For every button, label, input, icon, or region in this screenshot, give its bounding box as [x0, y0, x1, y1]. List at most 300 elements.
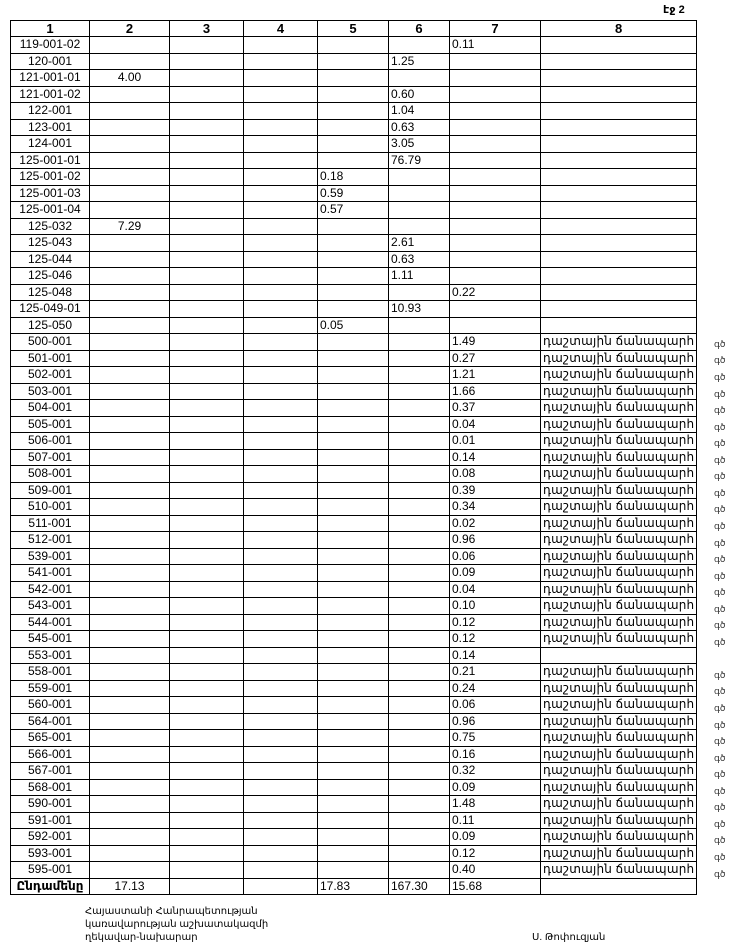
cell-col-1: 121-001-02 — [11, 86, 90, 103]
cell-col-7: 0.27 — [450, 350, 541, 367]
cell-col-6 — [389, 367, 450, 384]
side-mark: գծ — [714, 802, 726, 813]
table-row — [11, 433, 697, 450]
cell-col-1: 504-001 — [11, 400, 90, 417]
cell-col-7: 0.96 — [450, 532, 541, 549]
cell-col-1: 121-001-01 — [11, 70, 90, 87]
cell-col-8 — [541, 70, 697, 87]
cell-col-1: 506-001 — [11, 433, 90, 450]
cell-col-5 — [318, 466, 389, 483]
cell-col-4 — [244, 86, 318, 103]
cell-col-1: 545-001 — [11, 631, 90, 648]
cell-col-6 — [389, 614, 450, 631]
cell-col-2 — [90, 548, 170, 565]
cell-col-7: 1.48 — [450, 796, 541, 813]
side-mark: գծ — [714, 752, 726, 763]
cell-col-7: 0.09 — [450, 829, 541, 846]
cell-col-7 — [450, 70, 541, 87]
cell-col-3 — [170, 614, 244, 631]
cell-col-3 — [170, 532, 244, 549]
cell-col-1: 119-001-02 — [11, 37, 90, 54]
cell-col-2 — [90, 185, 170, 202]
cell-col-5 — [318, 449, 389, 466]
cell-col-5 — [318, 70, 389, 87]
cell-col-8 — [541, 235, 697, 252]
cell-col-4 — [244, 119, 318, 136]
cell-col-4 — [244, 218, 318, 235]
cell-col-2 — [90, 565, 170, 582]
cell-col-1: 511-001 — [11, 515, 90, 532]
cell-col-4 — [244, 350, 318, 367]
cell-col-3 — [170, 482, 244, 499]
cell-col-8: դաշտային ճանապարհ — [541, 548, 697, 565]
cell-col-1: 125-001-03 — [11, 185, 90, 202]
cell-col-7 — [450, 218, 541, 235]
cell-col-7: 0.40 — [450, 862, 541, 879]
cell-col-1: 505-001 — [11, 416, 90, 433]
cell-col-1: 125-048 — [11, 284, 90, 301]
column-header-5: 5 — [318, 21, 389, 37]
cell-col-6 — [389, 862, 450, 879]
cell-col-6 — [389, 449, 450, 466]
column-header-3: 3 — [170, 21, 244, 37]
cell-col-4 — [244, 581, 318, 598]
cell-col-8 — [541, 251, 697, 268]
cell-col-7 — [450, 235, 541, 252]
cell-col-1: 591-001 — [11, 812, 90, 829]
cell-col-7: 0.12 — [450, 845, 541, 862]
table-row — [11, 37, 697, 54]
cell-col-3 — [170, 202, 244, 219]
side-mark: գծ — [714, 603, 726, 614]
table-row — [11, 730, 697, 747]
cell-col-8: դաշտային ճանապարհ — [541, 730, 697, 747]
cell-col-8: դաշտային ճանապարհ — [541, 680, 697, 697]
cell-col-6 — [389, 202, 450, 219]
cell-col-3 — [170, 829, 244, 846]
table-row — [11, 317, 697, 334]
cell-col-7: 0.12 — [450, 631, 541, 648]
cell-col-6 — [389, 515, 450, 532]
cell-col-6 — [389, 730, 450, 747]
total-col-7: 15.68 — [450, 878, 541, 895]
table-row — [11, 235, 697, 252]
column-header-8: 8 — [541, 21, 697, 37]
cell-col-8 — [541, 119, 697, 136]
cell-col-1: 507-001 — [11, 449, 90, 466]
cell-col-2 — [90, 350, 170, 367]
cell-col-6 — [389, 796, 450, 813]
side-mark: գծ — [714, 504, 726, 515]
cell-col-2 — [90, 680, 170, 697]
cell-col-6 — [389, 466, 450, 483]
cell-col-5 — [318, 136, 389, 153]
footer-organization — [85, 905, 268, 944]
cell-col-8: դաշտային ճանապարհ — [541, 565, 697, 582]
side-mark: գծ — [714, 686, 726, 697]
cell-col-7 — [450, 152, 541, 169]
cell-col-5 — [318, 713, 389, 730]
table-row — [11, 218, 697, 235]
cell-col-4 — [244, 796, 318, 813]
cell-col-3 — [170, 70, 244, 87]
cell-col-8 — [541, 53, 697, 70]
cell-col-7 — [450, 119, 541, 136]
table-row — [11, 202, 697, 219]
cell-col-5 — [318, 845, 389, 862]
cell-col-1: 542-001 — [11, 581, 90, 598]
cell-col-1: 125-044 — [11, 251, 90, 268]
cell-col-8: դաշտային ճանապարհ — [541, 367, 697, 384]
cell-col-6: 1.04 — [389, 103, 450, 120]
side-mark: գծ — [714, 851, 726, 862]
cell-col-5 — [318, 631, 389, 648]
cell-col-3 — [170, 730, 244, 747]
cell-col-6 — [389, 317, 450, 334]
cell-col-4 — [244, 664, 318, 681]
cell-col-8 — [541, 86, 697, 103]
cell-col-6 — [389, 845, 450, 862]
cell-col-7 — [450, 202, 541, 219]
cell-col-1: 122-001 — [11, 103, 90, 120]
cell-col-7 — [450, 136, 541, 153]
cell-col-1: 564-001 — [11, 713, 90, 730]
table-row — [11, 53, 697, 70]
cell-col-1: 503-001 — [11, 383, 90, 400]
cell-col-1: 553-001 — [11, 647, 90, 664]
cell-col-6 — [389, 70, 450, 87]
cell-col-4 — [244, 449, 318, 466]
side-mark: գծ — [714, 785, 726, 796]
cell-col-5 — [318, 532, 389, 549]
cell-col-3 — [170, 119, 244, 136]
cell-col-7 — [450, 317, 541, 334]
cell-col-2 — [90, 251, 170, 268]
table-row — [11, 70, 697, 87]
cell-col-1: 125-001-01 — [11, 152, 90, 169]
cell-col-5 — [318, 268, 389, 285]
cell-col-7: 1.21 — [450, 367, 541, 384]
cell-col-7: 0.75 — [450, 730, 541, 747]
side-mark: գծ — [714, 372, 726, 382]
cell-col-5 — [318, 796, 389, 813]
cell-col-4 — [244, 383, 318, 400]
cell-col-3 — [170, 317, 244, 334]
cell-col-6 — [389, 746, 450, 763]
table-row — [11, 136, 697, 153]
table-row — [11, 647, 697, 664]
cell-col-7: 0.12 — [450, 614, 541, 631]
cell-col-3 — [170, 697, 244, 714]
table-row — [11, 779, 697, 796]
cell-col-5 — [318, 664, 389, 681]
table-row — [11, 284, 697, 301]
cell-col-6 — [389, 169, 450, 186]
cell-col-3 — [170, 218, 244, 235]
cell-col-2 — [90, 713, 170, 730]
cell-col-1: 502-001 — [11, 367, 90, 384]
cell-col-4 — [244, 614, 318, 631]
side-mark: գծ — [714, 520, 726, 531]
side-mark: գծ — [714, 835, 726, 846]
cell-col-6 — [389, 37, 450, 54]
cell-col-8: դաշտային ճանապարհ — [541, 779, 697, 796]
cell-col-5 — [318, 400, 389, 417]
cell-col-8 — [541, 136, 697, 153]
cell-col-6 — [389, 400, 450, 417]
side-mark: գծ — [714, 421, 726, 432]
cell-col-2 — [90, 383, 170, 400]
cell-col-5 — [318, 416, 389, 433]
table-row — [11, 713, 697, 730]
table-row — [11, 400, 697, 417]
cell-col-2 — [90, 779, 170, 796]
cell-col-1: 120-001 — [11, 53, 90, 70]
cell-col-7: 0.11 — [450, 812, 541, 829]
cell-col-5 — [318, 433, 389, 450]
cell-col-2 — [90, 152, 170, 169]
cell-col-1: 593-001 — [11, 845, 90, 862]
cell-col-8: դաշտային ճանապարհ — [541, 383, 697, 400]
side-mark: գծ — [714, 636, 726, 647]
cell-col-2 — [90, 730, 170, 747]
cell-col-4 — [244, 416, 318, 433]
cell-col-1: 124-001 — [11, 136, 90, 153]
cell-col-4 — [244, 532, 318, 549]
cell-col-5 — [318, 218, 389, 235]
cell-col-8 — [541, 647, 697, 664]
cell-col-6: 10.93 — [389, 301, 450, 318]
cell-col-2 — [90, 53, 170, 70]
cell-col-7 — [450, 185, 541, 202]
side-mark: գծ — [714, 338, 726, 349]
cell-col-3 — [170, 581, 244, 598]
table-row — [11, 812, 697, 829]
cell-col-8: դաշտային ճանապարհ — [541, 746, 697, 763]
cell-col-2 — [90, 103, 170, 120]
cell-col-3 — [170, 400, 244, 417]
cell-col-6: 2.61 — [389, 235, 450, 252]
cell-col-2 — [90, 334, 170, 351]
cell-col-3 — [170, 367, 244, 384]
cell-col-1: 125-001-04 — [11, 202, 90, 219]
cell-col-2 — [90, 746, 170, 763]
total-col-2: 17.13 — [90, 878, 170, 895]
total-col-4 — [244, 878, 318, 895]
cell-col-5 — [318, 746, 389, 763]
cell-col-5 — [318, 119, 389, 136]
cell-col-1: 590-001 — [11, 796, 90, 813]
cell-col-4 — [244, 746, 318, 763]
cell-col-3 — [170, 680, 244, 697]
cell-col-5 — [318, 367, 389, 384]
cell-col-7 — [450, 268, 541, 285]
cell-col-3 — [170, 433, 244, 450]
table-row — [11, 334, 697, 351]
cell-col-5 — [318, 862, 389, 879]
cell-col-7: 0.22 — [450, 284, 541, 301]
cell-col-8: դաշտային ճանապարհ — [541, 482, 697, 499]
cell-col-7: 0.16 — [450, 746, 541, 763]
cell-col-7: 0.10 — [450, 598, 541, 615]
cell-col-7 — [450, 251, 541, 268]
cell-col-4 — [244, 169, 318, 186]
column-header-7: 7 — [450, 21, 541, 37]
cell-col-3 — [170, 86, 244, 103]
cell-col-6 — [389, 812, 450, 829]
side-mark: գծ — [714, 537, 726, 548]
cell-col-1: 500-001 — [11, 334, 90, 351]
cell-col-3 — [170, 37, 244, 54]
cell-col-3 — [170, 284, 244, 301]
cell-col-5 — [318, 697, 389, 714]
cell-col-8: դաշտային ճանապարհ — [541, 812, 697, 829]
cell-col-8: դաշտային ճանապարհ — [541, 400, 697, 417]
cell-col-8 — [541, 202, 697, 219]
cell-col-8 — [541, 37, 697, 54]
cell-col-1: 541-001 — [11, 565, 90, 582]
table-row — [11, 796, 697, 813]
cell-col-1: 125-032 — [11, 218, 90, 235]
cell-col-2 — [90, 581, 170, 598]
cell-col-2 — [90, 400, 170, 417]
table-row — [11, 697, 697, 714]
cell-col-1: 510-001 — [11, 499, 90, 516]
cell-col-4 — [244, 37, 318, 54]
cell-col-5 — [318, 251, 389, 268]
cell-col-7: 1.49 — [450, 334, 541, 351]
cell-col-8: դաշտային ճանապարհ — [541, 862, 697, 879]
cell-col-7: 0.09 — [450, 565, 541, 582]
land-table — [10, 20, 697, 895]
cell-col-2 — [90, 202, 170, 219]
table-row — [11, 268, 697, 285]
cell-col-7: 0.96 — [450, 713, 541, 730]
table-row — [11, 763, 697, 780]
cell-col-7: 0.24 — [450, 680, 541, 697]
cell-col-5 — [318, 812, 389, 829]
table-row — [11, 152, 697, 169]
footer-org-line-3: ղեկավար-նախարար — [85, 932, 198, 943]
cell-col-7: 0.14 — [450, 647, 541, 664]
cell-col-8: դաշտային ճանապարհ — [541, 796, 697, 813]
cell-col-4 — [244, 548, 318, 565]
total-col-3 — [170, 878, 244, 895]
cell-col-8 — [541, 301, 697, 318]
cell-col-3 — [170, 713, 244, 730]
cell-col-3 — [170, 53, 244, 70]
cell-col-4 — [244, 763, 318, 780]
cell-col-8: դաշտային ճանապարհ — [541, 515, 697, 532]
side-mark: գծ — [714, 620, 726, 631]
cell-col-2: 7.29 — [90, 218, 170, 235]
cell-col-2 — [90, 697, 170, 714]
cell-col-7: 0.06 — [450, 697, 541, 714]
column-header-2: 2 — [90, 21, 170, 37]
cell-col-5 — [318, 350, 389, 367]
table-row — [11, 664, 697, 681]
cell-col-3 — [170, 383, 244, 400]
cell-col-4 — [244, 334, 318, 351]
cell-col-8: դաշտային ճանապարհ — [541, 532, 697, 549]
column-header-6: 6 — [389, 21, 450, 37]
cell-col-1: 560-001 — [11, 697, 90, 714]
cell-col-3 — [170, 598, 244, 615]
cell-col-5 — [318, 515, 389, 532]
table-row — [11, 499, 697, 516]
cell-col-4 — [244, 268, 318, 285]
table-row — [11, 449, 697, 466]
table-row — [11, 862, 697, 879]
cell-col-1: 544-001 — [11, 614, 90, 631]
cell-col-7: 0.32 — [450, 763, 541, 780]
cell-col-3 — [170, 796, 244, 813]
cell-col-5 — [318, 829, 389, 846]
cell-col-3 — [170, 301, 244, 318]
cell-col-2 — [90, 136, 170, 153]
cell-col-4 — [244, 598, 318, 615]
table-row — [11, 86, 697, 103]
cell-col-8 — [541, 284, 697, 301]
cell-col-4 — [244, 185, 318, 202]
side-mark: գծ — [714, 388, 726, 399]
cell-col-4 — [244, 400, 318, 417]
cell-col-8: դաշտային ճանապարհ — [541, 697, 697, 714]
cell-col-2 — [90, 598, 170, 615]
cell-col-6 — [389, 779, 450, 796]
side-mark: գծ — [714, 438, 726, 449]
cell-col-6 — [389, 433, 450, 450]
cell-col-1: 509-001 — [11, 482, 90, 499]
cell-col-2 — [90, 119, 170, 136]
cell-col-5 — [318, 548, 389, 565]
cell-col-2 — [90, 317, 170, 334]
cell-col-6 — [389, 581, 450, 598]
cell-col-2 — [90, 169, 170, 186]
cell-col-2 — [90, 449, 170, 466]
table-row — [11, 845, 697, 862]
cell-col-2 — [90, 301, 170, 318]
cell-col-1: 592-001 — [11, 829, 90, 846]
cell-col-7: 1.66 — [450, 383, 541, 400]
cell-col-1: 125-050 — [11, 317, 90, 334]
cell-col-6 — [389, 284, 450, 301]
cell-col-4 — [244, 70, 318, 87]
cell-col-7: 0.08 — [450, 466, 541, 483]
cell-col-2 — [90, 482, 170, 499]
cell-col-5 — [318, 235, 389, 252]
cell-col-4 — [244, 284, 318, 301]
cell-col-5 — [318, 86, 389, 103]
cell-col-6 — [389, 548, 450, 565]
cell-col-8 — [541, 152, 697, 169]
cell-col-1: 501-001 — [11, 350, 90, 367]
side-mark: գծ — [714, 587, 726, 598]
cell-col-3 — [170, 466, 244, 483]
cell-col-7: 0.01 — [450, 433, 541, 450]
cell-col-1: 568-001 — [11, 779, 90, 796]
cell-col-5 — [318, 499, 389, 516]
cell-col-2 — [90, 631, 170, 648]
table-row — [11, 367, 697, 384]
cell-col-2 — [90, 37, 170, 54]
cell-col-6: 1.25 — [389, 53, 450, 70]
cell-col-7: 0.09 — [450, 779, 541, 796]
cell-col-2 — [90, 284, 170, 301]
table-row — [11, 680, 697, 697]
cell-col-2 — [90, 829, 170, 846]
cell-col-8 — [541, 185, 697, 202]
